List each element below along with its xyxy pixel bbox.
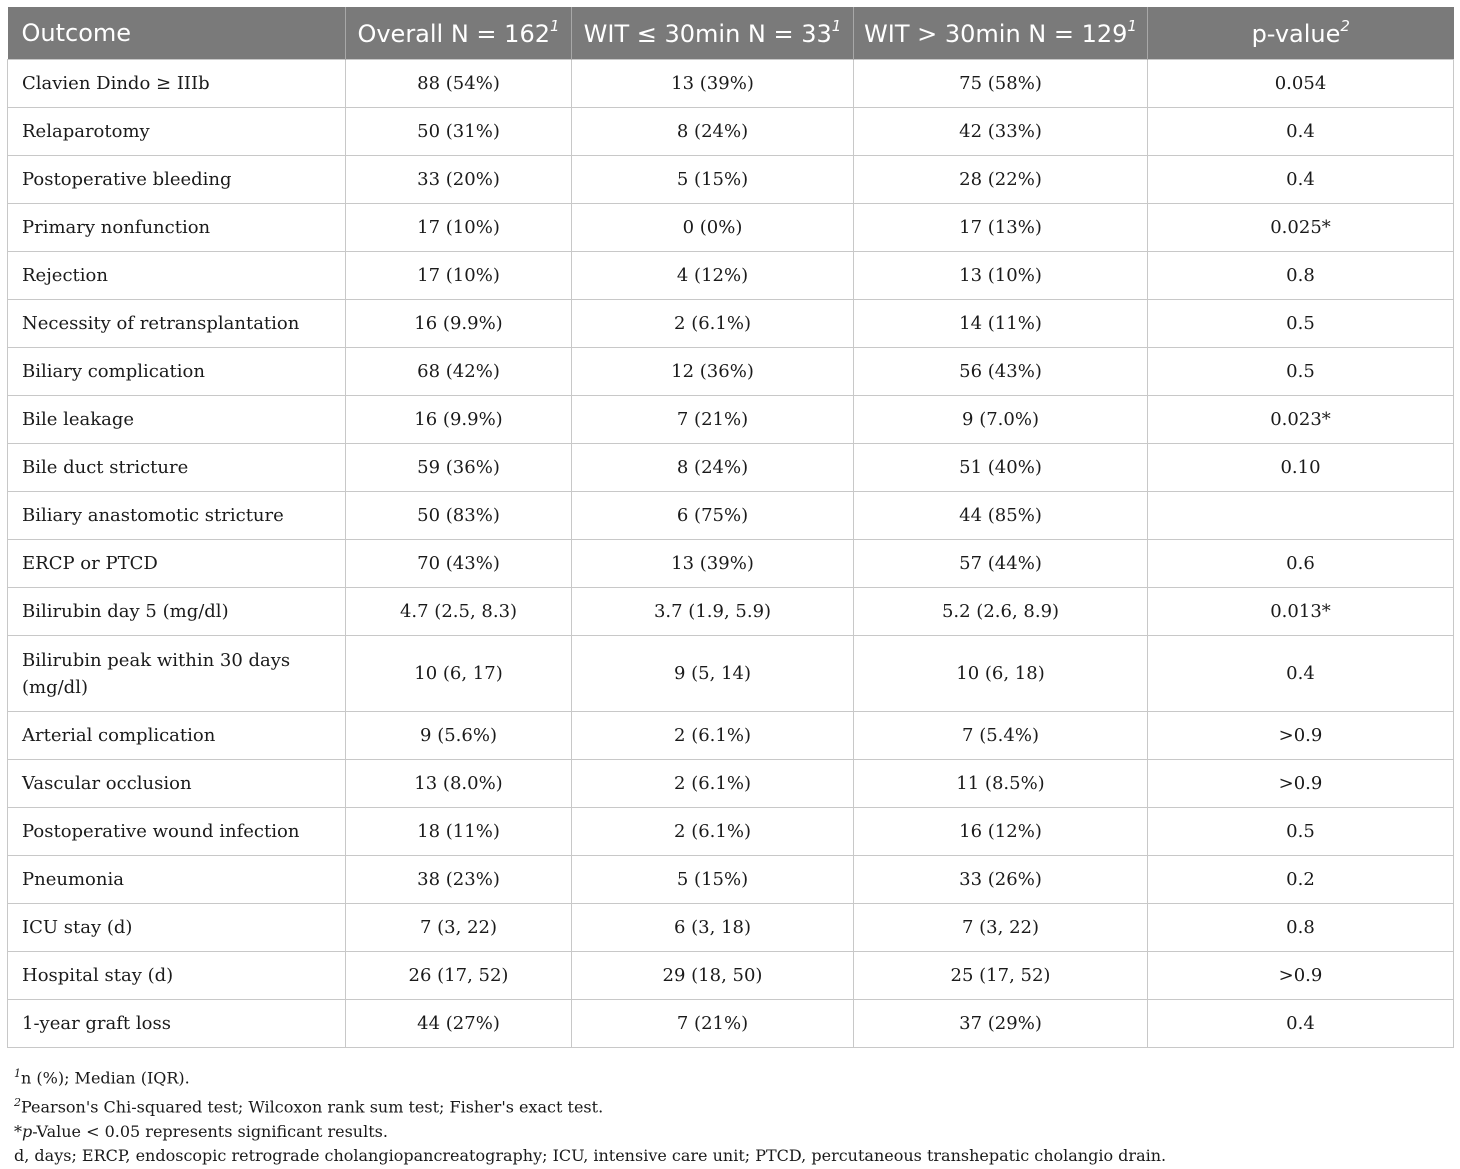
table-row: [8, 492, 1454, 540]
header-wit-gt-30: WIT > 30min $N = 129^1$: [854, 7, 1148, 60]
wit-le-30-cell: 12 (36%): [572, 348, 854, 396]
wit-gt-30-cell: 44 (85%): [854, 492, 1148, 540]
p-value-cell: 0.023*: [1148, 396, 1454, 444]
outcome-cell: Rejection: [8, 252, 346, 300]
wit-le-30-cell: 8 (24%): [572, 444, 854, 492]
wit-gt-30-cell: 51 (40%): [854, 444, 1148, 492]
outcome-cell: Postoperative bleeding: [8, 156, 346, 204]
p-value-cell: [1148, 492, 1454, 540]
outcome-cell: Bilirubin day 5 (mg/dl): [8, 588, 346, 636]
outcome-table-container: [7, 7, 1453, 1048]
table-row: [8, 204, 1454, 252]
outcome-cell: Clavien Dindo ≥ IIIb: [8, 60, 346, 108]
overall-cell: 33 (20%): [346, 156, 572, 204]
wit-le-30-cell: 6 (75%): [572, 492, 854, 540]
p-value-cell: 0.4: [1148, 156, 1454, 204]
outcome-cell: Hospital stay (d): [8, 952, 346, 1000]
overall-cell: 88 (54%): [346, 60, 572, 108]
overall-cell: 68 (42%): [346, 348, 572, 396]
wit-gt-30-cell: 7 (3, 22): [854, 904, 1148, 952]
table-row: [8, 760, 1454, 808]
footnote-2: $^2$Pearson's Chi-squared test; Wilcoxon rank sum test; Fisher's exact test.: [14, 1095, 604, 1117]
footnote-significance: *p-Value < 0.05 represents significant results.: [14, 1121, 388, 1141]
overall-cell: 59 (36%): [346, 444, 572, 492]
p-value-cell: 0.8: [1148, 904, 1454, 952]
overall-cell: 50 (83%): [346, 492, 572, 540]
wit-le-30-cell: 3.7 (1.9, 5.9): [572, 588, 854, 636]
table-row: [8, 856, 1454, 904]
overall-cell: 16 (9.9%): [346, 300, 572, 348]
outcome-cell: Arterial complication: [8, 712, 346, 760]
p-value-cell: 0.013*: [1148, 588, 1454, 636]
wit-le-30-cell: 13 (39%): [572, 60, 854, 108]
p-value-cell: 0.4: [1148, 108, 1454, 156]
footnotes: [14, 1062, 1166, 1169]
wit-le-30-cell: 2 (6.1%): [572, 808, 854, 856]
overall-cell: 10 (6, 17): [346, 636, 572, 712]
wit-gt-30-cell: 14 (11%): [854, 300, 1148, 348]
overall-cell: 9 (5.6%): [346, 712, 572, 760]
table-row: [8, 444, 1454, 492]
wit-le-30-cell: 0 (0%): [572, 204, 854, 252]
outcome-cell: Postoperative wound infection: [8, 808, 346, 856]
overall-cell: 50 (31%): [346, 108, 572, 156]
overall-cell: 44 (27%): [346, 1000, 572, 1048]
outcome-cell: ERCP or PTCD: [8, 540, 346, 588]
overall-cell: 17 (10%): [346, 252, 572, 300]
table-row: [8, 808, 1454, 856]
table-row: [8, 108, 1454, 156]
p-value-cell: >0.9: [1148, 760, 1454, 808]
wit-gt-30-cell: 33 (26%): [854, 856, 1148, 904]
wit-gt-30-cell: 7 (5.4%): [854, 712, 1148, 760]
p-value-cell: 0.4: [1148, 636, 1454, 712]
table-row: [8, 952, 1454, 1000]
wit-le-30-cell: 2 (6.1%): [572, 300, 854, 348]
table-row: [8, 636, 1454, 712]
wit-gt-30-cell: 25 (17, 52): [854, 952, 1148, 1000]
wit-le-30-cell: 5 (15%): [572, 156, 854, 204]
wit-gt-30-cell: 17 (13%): [854, 204, 1148, 252]
table-row: [8, 300, 1454, 348]
outcome-cell: Pneumonia: [8, 856, 346, 904]
overall-cell: 38 (23%): [346, 856, 572, 904]
outcome-table: [7, 7, 1454, 1048]
wit-le-30-cell: 2 (6.1%): [572, 760, 854, 808]
wit-le-30-cell: 5 (15%): [572, 856, 854, 904]
overall-cell: 18 (11%): [346, 808, 572, 856]
overall-cell: 17 (10%): [346, 204, 572, 252]
wit-gt-30-cell: 16 (12%): [854, 808, 1148, 856]
p-value-cell: 0.5: [1148, 348, 1454, 396]
outcome-cell: Bile leakage: [8, 396, 346, 444]
p-value-cell: 0.054: [1148, 60, 1454, 108]
wit-le-30-cell: 7 (21%): [572, 396, 854, 444]
header-wit-le-30: WIT ≤ 30min $N = 33^1$: [572, 7, 854, 60]
table-row: [8, 712, 1454, 760]
wit-le-30-cell: 4 (12%): [572, 252, 854, 300]
outcome-cell: Necessity of retransplantation: [8, 300, 346, 348]
p-value-cell: 0.8: [1148, 252, 1454, 300]
overall-cell: 26 (17, 52): [346, 952, 572, 1000]
outcome-cell: Vascular occlusion: [8, 760, 346, 808]
table-row: [8, 60, 1454, 108]
p-value-cell: 0.5: [1148, 300, 1454, 348]
table-row: [8, 348, 1454, 396]
wit-gt-30-cell: 37 (29%): [854, 1000, 1148, 1048]
wit-le-30-cell: 2 (6.1%): [572, 712, 854, 760]
p-value-cell: 0.5: [1148, 808, 1454, 856]
table-row: [8, 252, 1454, 300]
header-p-value: p-value$^2$: [1148, 7, 1454, 60]
footnote-1: $^1$n (%); Median (IQR).: [14, 1067, 190, 1088]
table-row: [8, 396, 1454, 444]
p-value-cell: 0.2: [1148, 856, 1454, 904]
overall-cell: 13 (8.0%): [346, 760, 572, 808]
header-outcome: Outcome: [8, 7, 346, 60]
overall-cell: 4.7 (2.5, 8.3): [346, 588, 572, 636]
wit-gt-30-cell: 11 (8.5%): [854, 760, 1148, 808]
wit-gt-30-cell: 75 (58%): [854, 60, 1148, 108]
wit-gt-30-cell: 57 (44%): [854, 540, 1148, 588]
overall-cell: 7 (3, 22): [346, 904, 572, 952]
header-overall: Overall $N = 162^1$: [346, 7, 572, 60]
overall-cell: 70 (43%): [346, 540, 572, 588]
wit-gt-30-cell: 56 (43%): [854, 348, 1148, 396]
p-value-cell: 0.6: [1148, 540, 1454, 588]
p-value-cell: 0.10: [1148, 444, 1454, 492]
outcome-cell: Bile duct stricture: [8, 444, 346, 492]
wit-gt-30-cell: 5.2 (2.6, 8.9): [854, 588, 1148, 636]
wit-le-30-cell: 6 (3, 18): [572, 904, 854, 952]
wit-le-30-cell: 8 (24%): [572, 108, 854, 156]
table-row: [8, 156, 1454, 204]
footnote-abbreviations: d, days; ERCP, endoscopic retrograde cholangiopancreatography; ICU, intensive care unit; PTCD, percutaneous transhepatic cholangio drain.: [14, 1146, 1167, 1166]
wit-le-30-cell: 29 (18, 50): [572, 952, 854, 1000]
table-row: [8, 540, 1454, 588]
table-body: [8, 60, 1454, 1048]
p-value-cell: 0.025*: [1148, 204, 1454, 252]
outcome-cell: ICU stay (d): [8, 904, 346, 952]
outcome-cell: Bilirubin peak within 30 days (mg/dl): [8, 636, 346, 712]
outcome-cell: 1-year graft loss: [8, 1000, 346, 1048]
table-row: [8, 588, 1454, 636]
outcome-cell: Primary nonfunction: [8, 204, 346, 252]
wit-gt-30-cell: 10 (6, 18): [854, 636, 1148, 712]
wit-gt-30-cell: 42 (33%): [854, 108, 1148, 156]
wit-le-30-cell: 13 (39%): [572, 540, 854, 588]
overall-cell: 16 (9.9%): [346, 396, 572, 444]
outcome-cell: Biliary complication: [8, 348, 346, 396]
wit-gt-30-cell: 9 (7.0%): [854, 396, 1148, 444]
p-value-cell: 0.4: [1148, 1000, 1454, 1048]
p-value-cell: >0.9: [1148, 712, 1454, 760]
table-row: [8, 1000, 1454, 1048]
wit-le-30-cell: 9 (5, 14): [572, 636, 854, 712]
p-value-cell: >0.9: [1148, 952, 1454, 1000]
outcome-cell: Relaparotomy: [8, 108, 346, 156]
table-row: [8, 904, 1454, 952]
wit-gt-30-cell: 13 (10%): [854, 252, 1148, 300]
wit-le-30-cell: 7 (21%): [572, 1000, 854, 1048]
wit-gt-30-cell: 28 (22%): [854, 156, 1148, 204]
outcome-cell: Biliary anastomotic stricture: [8, 492, 346, 540]
table-header-row: [8, 7, 1454, 60]
